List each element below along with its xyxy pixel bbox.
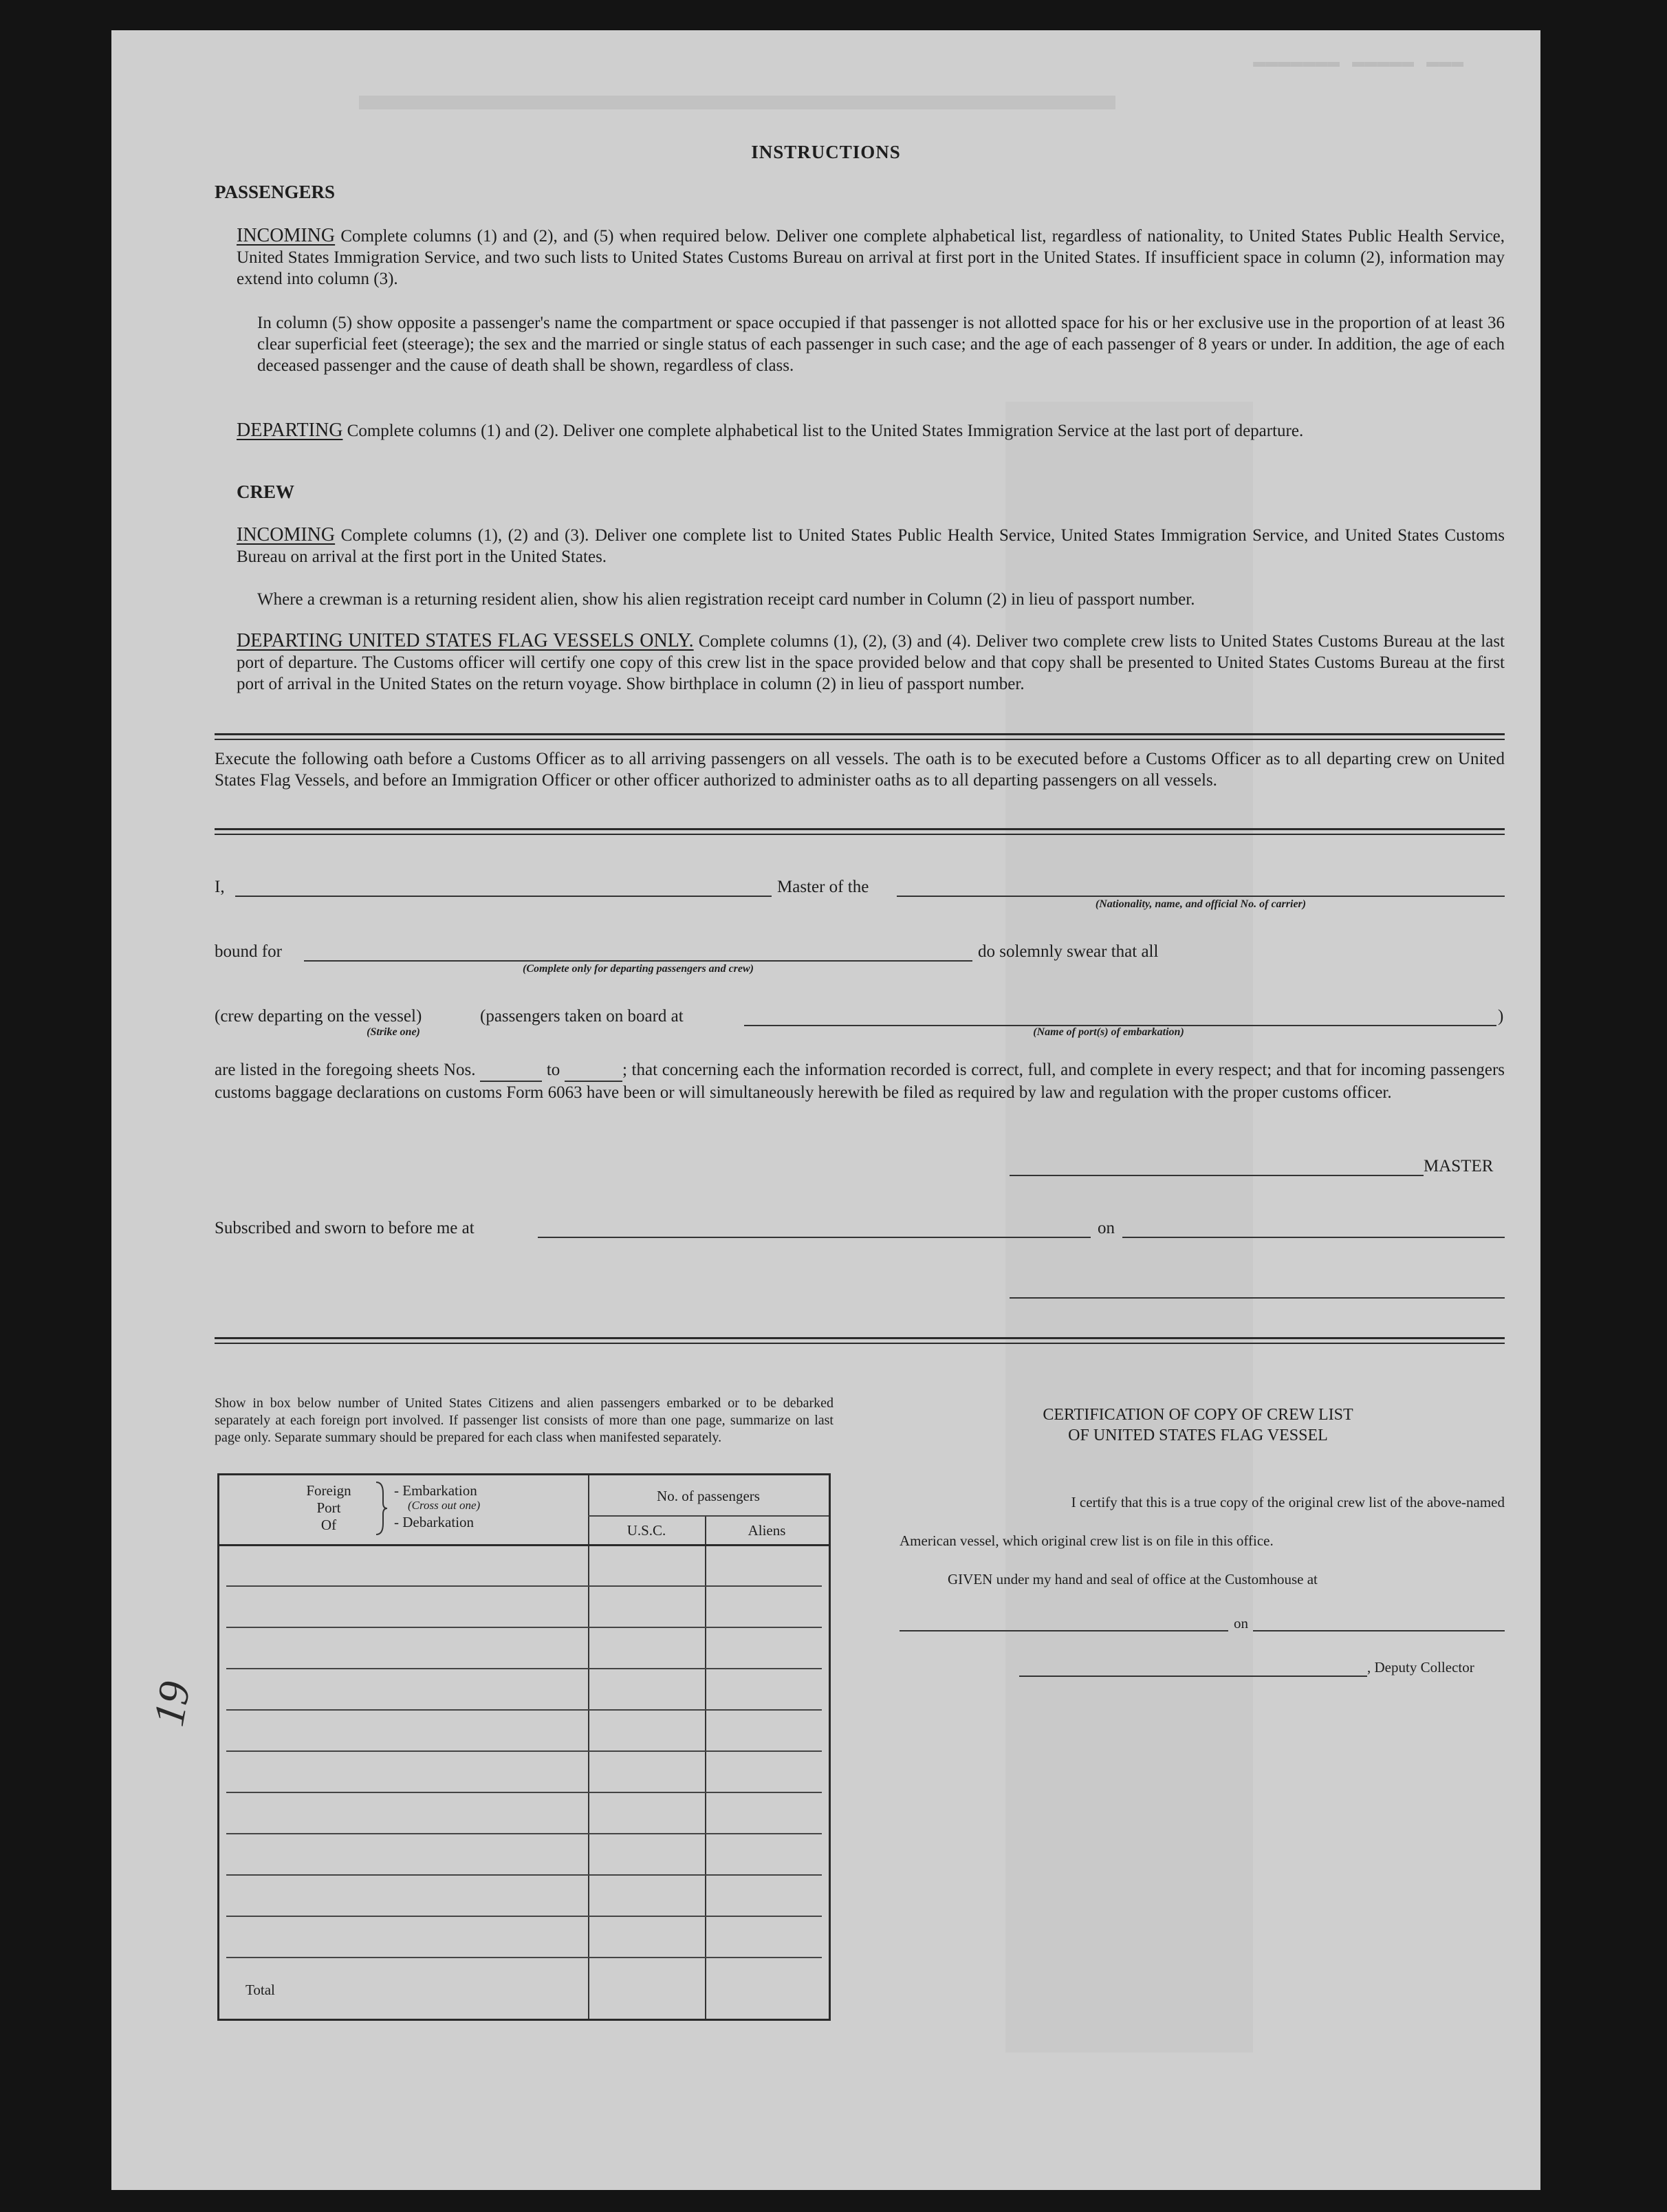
column5-paragraph: In column (5) show opposite a passenger's name the compartment or space occupied if that passenger is not allotted space for his or her exclusive use in the proportion of at least 36 clear superficial feet (steerage); the sex and the married or single status of each passenger in such case; and the age of each passenger of 8 years or under. In addition, the age of each deceased passenger and the cause of death shall be shown, regardless of class.	[257, 314, 1505, 375]
summary-instructions: Show in box below number of United States Citizens and alien passengers embarked or to be debarked separately at each foreign port involved. If passenger list consists of more than one page, summarize on last page only. Separate summary should be prepared for each class when manifested separately.	[215, 1396, 834, 1445]
bound-for-label: bound for	[215, 942, 282, 961]
instructions-title: INSTRUCTIONS	[751, 142, 901, 162]
certification-on-label: on	[1234, 1615, 1248, 1631]
sheets-to-field[interactable]	[565, 1059, 622, 1082]
table-row	[226, 1668, 822, 1669]
table-row	[226, 1750, 822, 1752]
listed-paragraph	[215, 1059, 1505, 1103]
of-label: Of	[320, 1517, 337, 1533]
incoming-label: INCOMING	[237, 225, 336, 246]
table-row	[226, 1585, 822, 1587]
debarkation-label: - Debarkation	[394, 1514, 475, 1530]
passenger-summary-table	[217, 1473, 831, 2021]
crew-departing-option: (crew departing on the vessel)	[215, 1007, 422, 1026]
departing-label: DEPARTING	[237, 420, 343, 441]
bound-for-caption: (Complete only for departing passengers and crew)	[523, 963, 754, 975]
crew-incoming-text: Complete columns (1), (2) and (3). Deliver one complete list to United States Public Health Service, United States Immigration Service, and United States Customs Bureau on arrival at the first port in the United States.	[237, 526, 1505, 566]
cross-out-caption: (Cross out one)	[408, 1499, 481, 1512]
swear-text: do solemnly swear that all	[978, 942, 1159, 961]
table-row	[226, 1833, 822, 1834]
certification-title-line2: OF UNITED STATES FLAG VESSEL	[1068, 1427, 1328, 1444]
column-divider	[588, 1475, 589, 2019]
crewman-paragraph: Where a crewman is a returning resident alien, show his alien registration receipt card number in Column (2) in lieu of passport number.	[257, 590, 1195, 609]
embarkation-label: - Embarkation	[394, 1482, 477, 1499]
brace-icon	[375, 1481, 389, 1536]
total-label: Total	[246, 1982, 275, 1998]
crew-incoming-paragraph	[237, 524, 1505, 567]
strike-one-caption: (Strike one)	[367, 1026, 420, 1038]
master-signature-field[interactable]	[1010, 1175, 1424, 1176]
passengers-departing-text: Complete columns (1) and (2). Deliver one complete alphabetical list to the United States Immigration Service at the last port of departure.	[347, 422, 1304, 440]
section-divider	[215, 828, 1505, 830]
listed-text: are listed in the foregoing sheets Nos.	[215, 1061, 476, 1079]
flag-vessels-label: DEPARTING UNITED STATES FLAG VESSELS ONLY.	[237, 630, 694, 651]
aliens-header: Aliens	[748, 1522, 786, 1539]
carrier-field[interactable]	[897, 896, 1505, 897]
close-paren: )	[1498, 1007, 1504, 1026]
section-divider	[215, 1343, 1505, 1344]
section-divider	[215, 733, 1505, 735]
table-row	[226, 1957, 822, 1958]
oath-i-label: I,	[215, 878, 225, 896]
section-divider	[215, 739, 1505, 740]
handwritten-margin-note: 19	[143, 1678, 200, 1730]
to-label: to	[546, 1061, 560, 1079]
vessel-text: American vessel, which original crew list is on file in this office.	[900, 1532, 1274, 1549]
table-row	[226, 1709, 822, 1711]
passengers-incoming-text: Complete columns (1) and (2), and (5) when required below. Deliver one complete alphabetical list, regardless of nationality, to United States Public Health Service, United States Immigration Service, and two such lists to United States Customs Bureau on arrival at first port in the United States. If insufficient space in column (2), information may extend into column (3).	[237, 227, 1505, 288]
column-divider	[705, 1515, 706, 2019]
certification-title-line1: CERTIFICATION OF COPY OF CREW LIST	[1043, 1406, 1353, 1424]
bleed-through-text: ▬▬▬ ▬▬▬▬▬ ▬▬▬▬▬▬▬	[1253, 51, 1464, 74]
table-row	[226, 1792, 822, 1793]
sworn-date-field[interactable]	[1122, 1237, 1505, 1238]
passengers-departing-paragraph	[237, 420, 1505, 442]
listed-rest-text: ; that concerning each the information recorded is correct, full, and complete in every respect; and that for incoming passengers customs baggage declarations on customs Form 6063 have been or will simultaneously herewith be filed as required by law and regulation with the proper customs officer.	[215, 1061, 1505, 1102]
master-name-field[interactable]	[235, 896, 772, 897]
master-label: MASTER	[1424, 1157, 1494, 1175]
no-passengers-header: No. of passengers	[657, 1488, 760, 1504]
passengers-incoming-paragraph	[237, 225, 1505, 290]
sworn-place-field[interactable]	[538, 1237, 1091, 1238]
table-row	[226, 1874, 822, 1876]
certification-title	[971, 1405, 1425, 1446]
sworn-on-label: on	[1098, 1219, 1115, 1237]
sheets-from-field[interactable]	[480, 1059, 542, 1082]
header-bottom	[219, 1544, 829, 1546]
bound-for-field[interactable]	[304, 960, 972, 962]
section-divider	[215, 834, 1505, 835]
usc-header: U.S.C.	[627, 1522, 666, 1539]
deputy-signature-field[interactable]	[1019, 1676, 1367, 1677]
port-label: Port	[316, 1499, 341, 1516]
crew-heading: CREW	[237, 481, 295, 502]
document-page	[111, 30, 1540, 2190]
flag-vessels-text: Complete columns (1), (2), (3) and (4). Deliver two complete crew lists to United States Customs Bureau at the last port of departure. The Customs officer will certify one copy of this crew list in the space provided below and that copy shall be presented to United States Customs Bureau at the first port of arrival in the United States on the return voyage. Show birthplace in column (2) in lieu of passport number.	[237, 632, 1505, 693]
bleed-through-mark	[359, 96, 1115, 109]
passengers-taken-option: (passengers taken on board at	[480, 1007, 684, 1026]
given-text: GIVEN under my hand and seal of office at the Customhouse at	[948, 1571, 1318, 1587]
header-divider	[588, 1515, 829, 1517]
master-of-label: Master of the	[777, 878, 869, 896]
deputy-collector-label: , Deputy Collector	[1367, 1659, 1474, 1676]
ports-caption: (Name of port(s) of embarkation)	[1033, 1026, 1184, 1038]
foreign-port-header	[298, 1482, 360, 1534]
table-row	[226, 1916, 822, 1917]
certify-text: I certify that this is a true copy of the original crew list of the above-named	[1071, 1494, 1505, 1510]
carrier-caption: (Nationality, name, and official No. of carrier)	[1095, 898, 1307, 910]
flag-vessels-paragraph	[237, 630, 1505, 695]
oath-intro: Execute the following oath before a Customs Officer as to all arriving passengers on all vessels. The oath is to be executed before a Customs Officer as to all departing crew on United States Flag Vessels, and before an Immigration Officer or other officer authorized to administer oaths as to all departing passengers on all vessels.	[215, 750, 1505, 790]
foreign-label: Foreign	[306, 1482, 351, 1499]
customhouse-field[interactable]	[900, 1630, 1228, 1631]
crew-incoming-label: INCOMING	[237, 524, 336, 545]
section-divider	[215, 1337, 1505, 1339]
subscribed-label: Subscribed and sworn to before me at	[215, 1219, 475, 1237]
certification-date-field[interactable]	[1253, 1630, 1505, 1631]
table-row	[226, 1627, 822, 1628]
passengers-heading: PASSENGERS	[215, 182, 336, 202]
officer-signature-field[interactable]	[1010, 1297, 1505, 1299]
